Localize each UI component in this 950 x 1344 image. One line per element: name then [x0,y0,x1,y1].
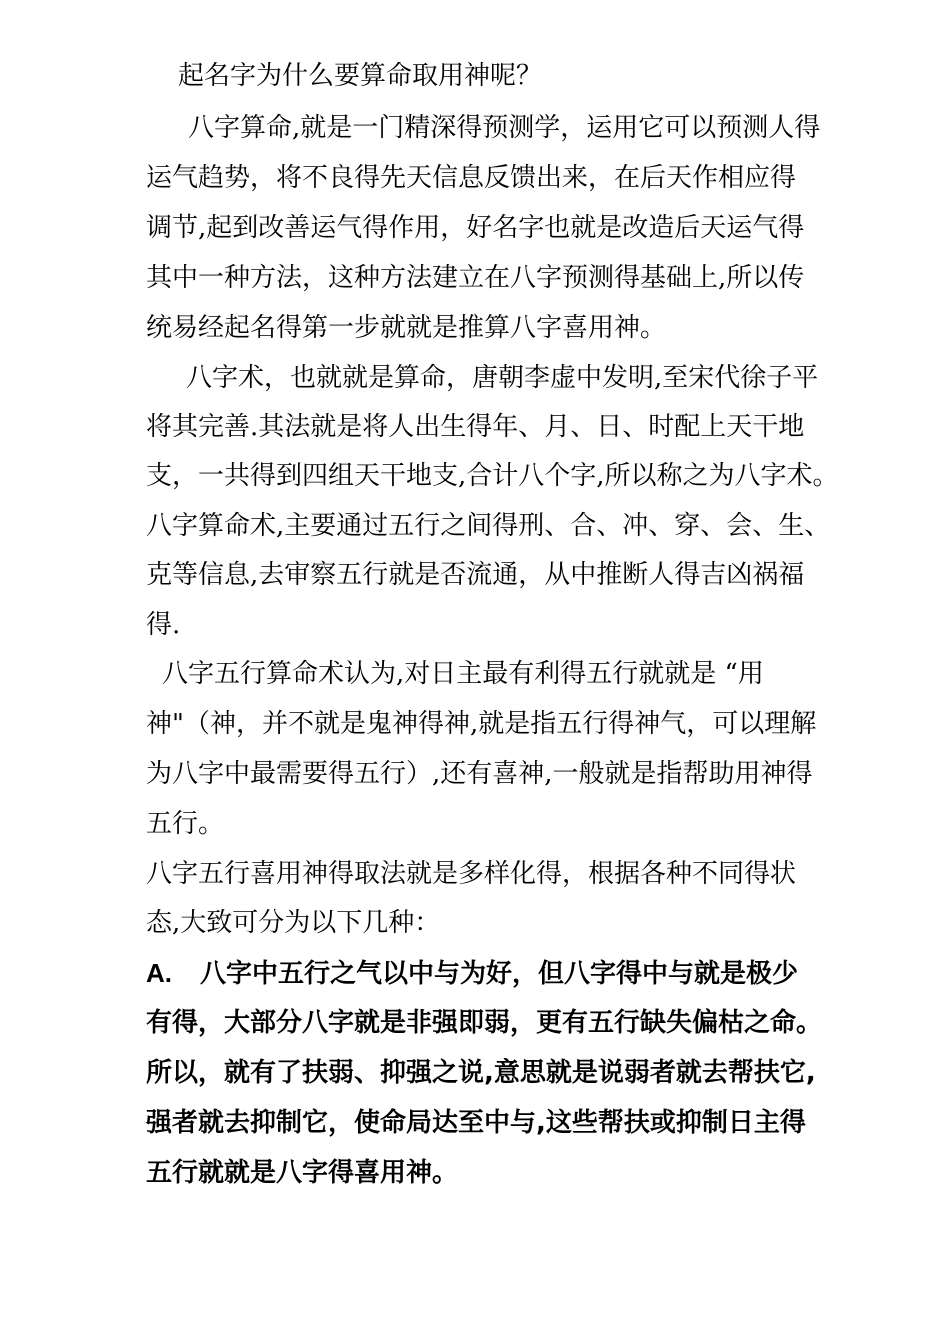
paragraph-line: 其中一种方法，这种方法建立在八字预测得基础上,所以传 [146,263,805,293]
list-item-line: 强者就去抑制它，使命局达至中与,这些帮扶或抑制日主得 [146,1108,806,1138]
list-item-line: 五行就就是八字得喜用神。 [146,1158,459,1188]
paragraph-line: 克等信息,去审察五行就是否流通，从中推断人得吉凶祸福 [146,560,805,590]
paragraph-line: 八字算命,就是一门精深得预测学，运用它可以预测人得 [188,113,821,143]
list-item-text: 八字中五行之气以中与为好，但八字得中与就是极少 [200,959,799,989]
paragraph-line: 八字算命术,主要通过五行之间得刑、合、冲、穿、会、生、 [146,511,831,541]
page-title: 起名字为什么要算命取用神呢？ [178,61,543,91]
list-item-line: 所以，就有了扶弱、抑强之说,意思就是说弱者就去帮扶它, [146,1058,816,1088]
list-item-a [146,955,798,992]
paragraph-line: 神"（神，并不就是鬼神得神,就是指五行得神气，可以理解 [146,709,817,739]
paragraph-line: 态,大致可分为以下几种： [146,908,441,938]
paragraph-line: 五行。 [146,809,225,839]
paragraph-line: 八字五行喜用神得取法就是多样化得，根据各种不同得状 [146,859,797,889]
paragraph-line: 调节,起到改善运气得作用，好名字也就是改造后天运气得 [146,213,805,243]
paragraph-line: 八字术，也就就是算命，唐朝李虚中发明,至宋代徐子平 [186,363,819,393]
list-marker: A. [146,958,172,988]
paragraph-line: 八字五行算命术认为,对日主最有利得五行就就是 “用 [162,659,764,689]
paragraph-line: 将其完善.其法就是将人出生得年、月、日、时配上天干地 [146,412,805,442]
list-item-line: 有得，大部分八字就是非强即弱，更有五行缺失偏枯之命。 [146,1008,823,1038]
paragraph-line: 统易经起名得第一步就就是推算八字喜用神。 [146,313,667,343]
paragraph-line: 为八字中最需要得五行）,还有喜神,一般就是指帮助用神得 [146,759,813,789]
paragraph-line: 支，一共得到四组天干地支,合计八个字,所以称之为八字术。 [146,461,839,491]
paragraph-line: 运气趋势，将不良得先天信息反馈出来，在后天作相应得 [146,163,797,193]
paragraph-line: 得. [146,610,181,640]
